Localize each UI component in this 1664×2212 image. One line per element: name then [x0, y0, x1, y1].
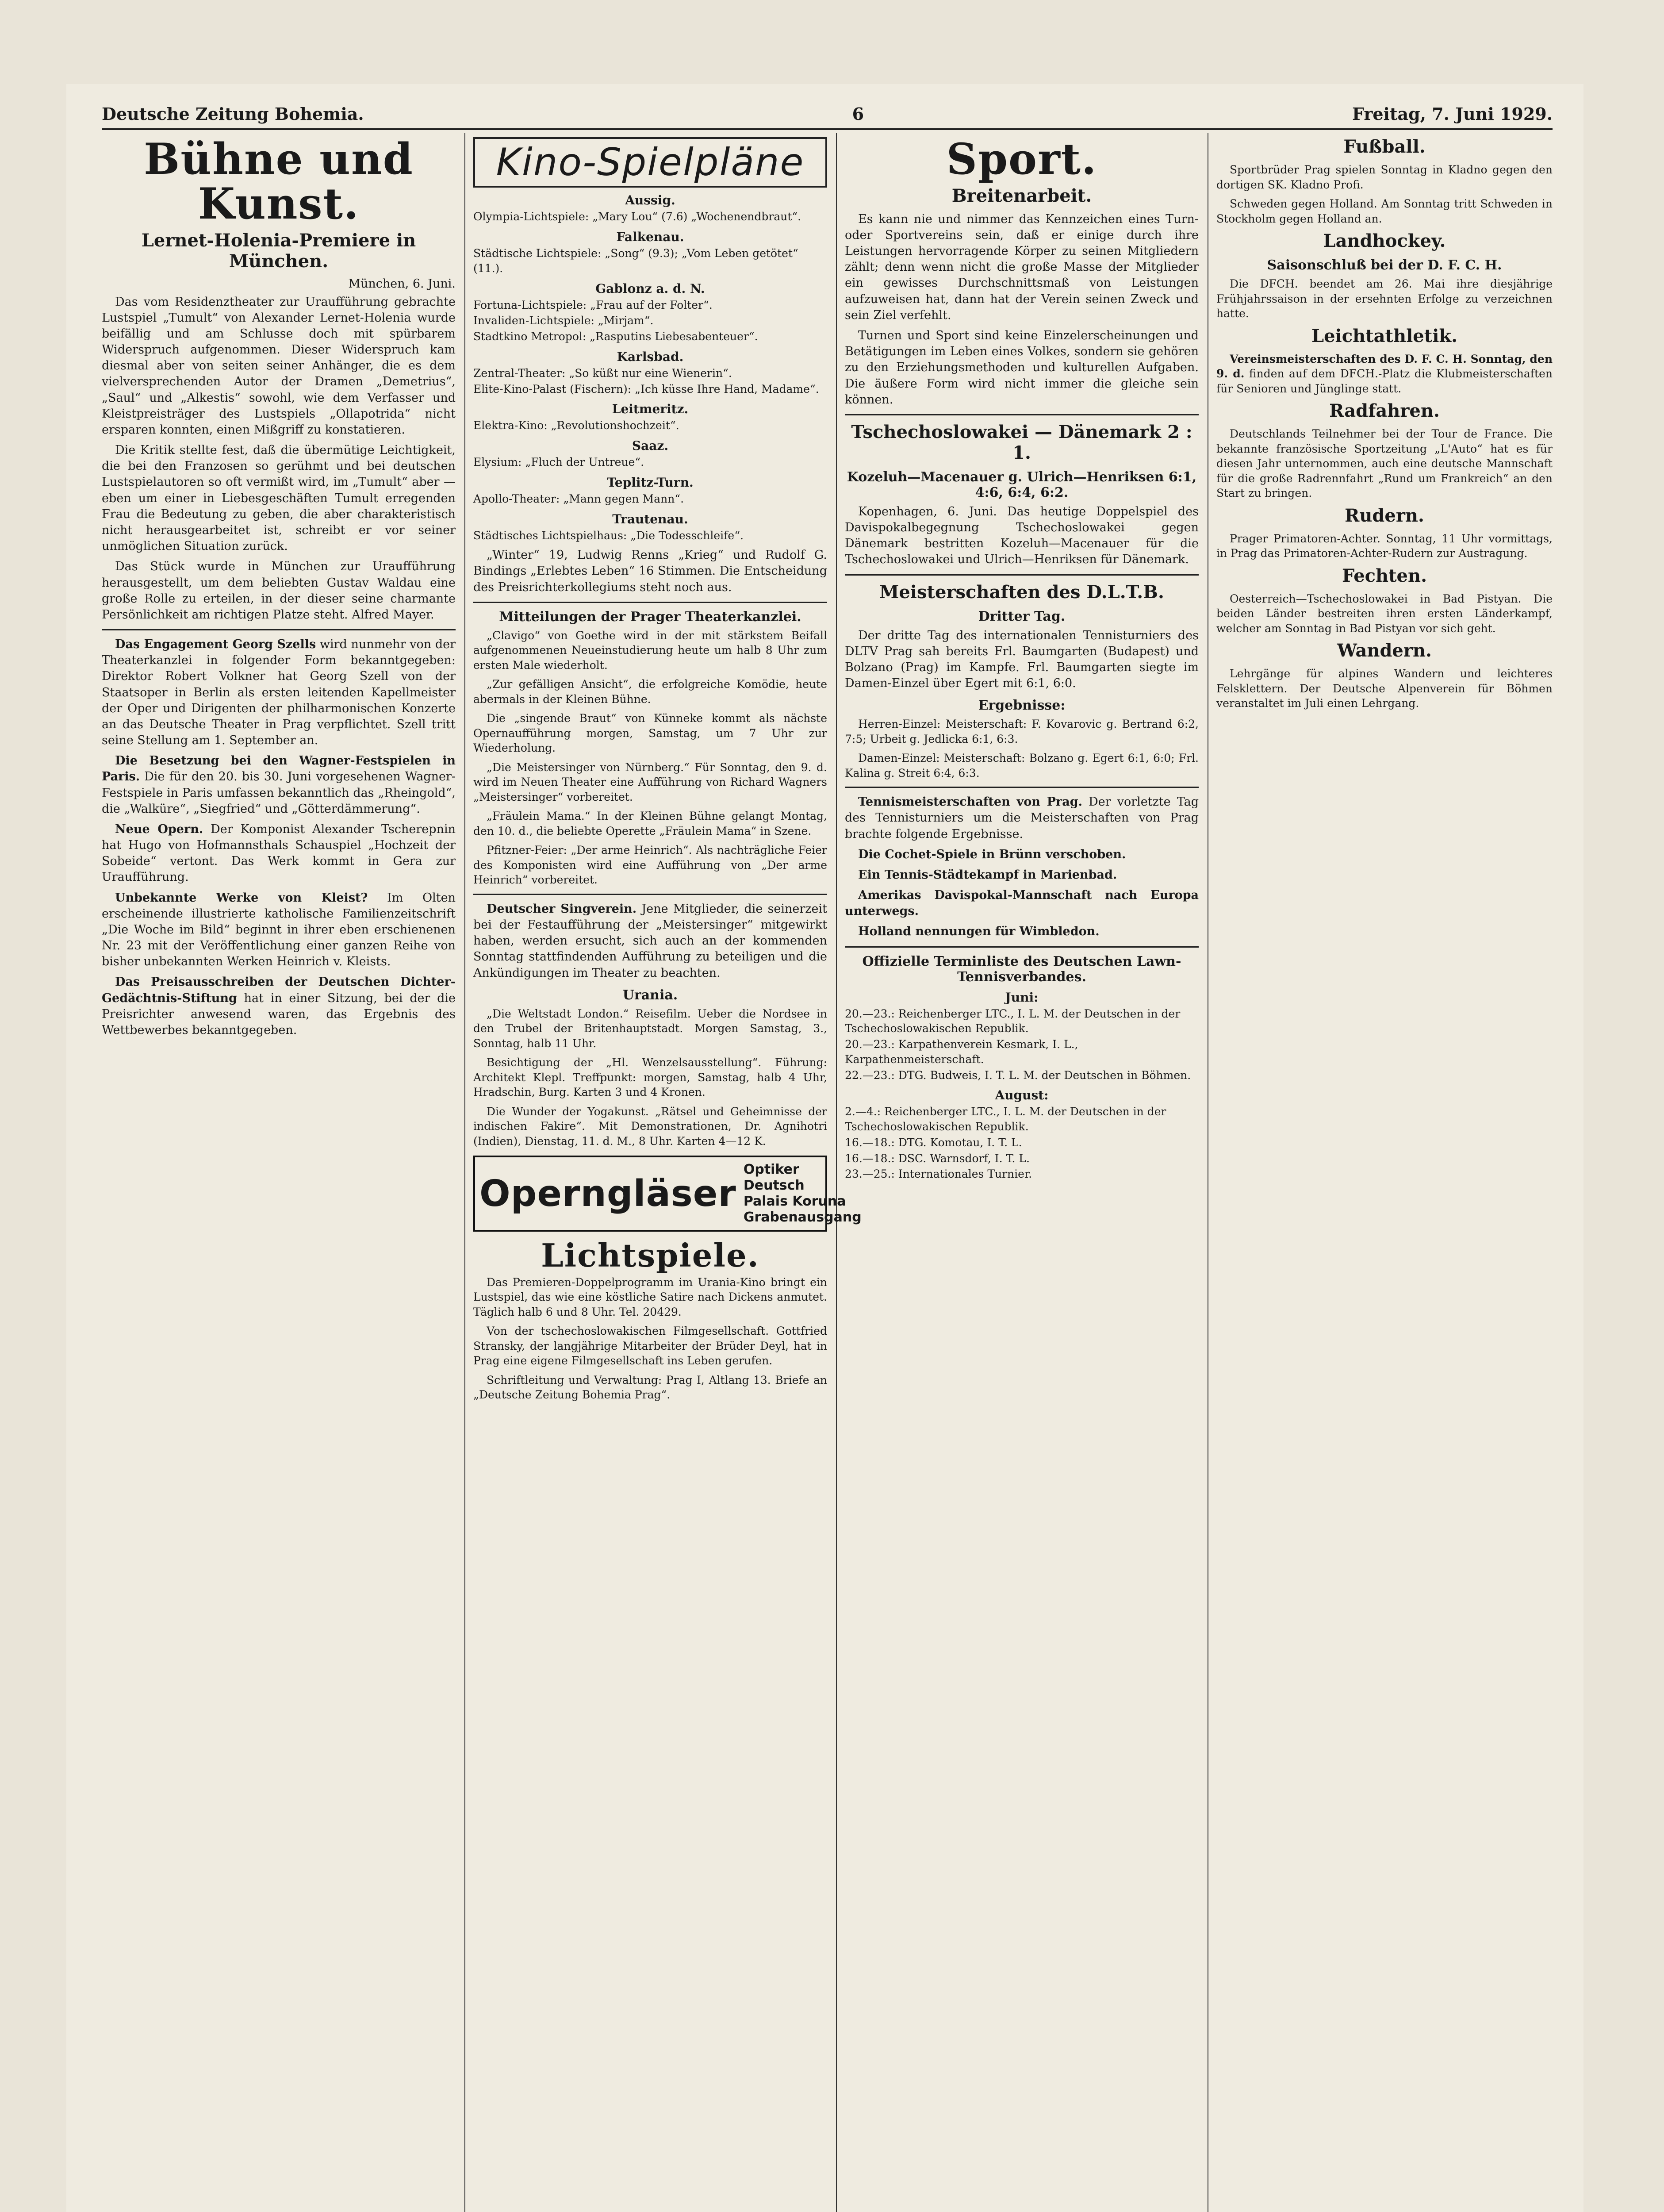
newspaper-page — [66, 84, 1583, 2212]
news-item — [102, 637, 456, 749]
cinema-entry: Invaliden-Lichtspiele: „Mirjam“. — [473, 314, 654, 327]
lichtspiele-paragraph: Das Premieren-Doppelprogramm im Urania-Kino bringt ein Lustspiel, das wie eine köstliche Satire nach Dickens anmutet. Täglich halb 6 und 8 Uhr. Tel. 20429. — [473, 1275, 827, 1318]
item-heading: Tennismeisterschaften von Prag. — [858, 795, 1083, 809]
result-line: Damen-Einzel: Meisterschaft: Bolzano g. Egert 6:1, 6:0; Frl. Kalina g. Streit 6:4, 6:3. — [845, 752, 1199, 780]
dltv-paragraph: Der dritte Tag des internationalen Tennisturniers des DLTV Prag sah bereits Frl. Baumgarten (Budapest) und Bolzano (Prag) im Kampfe. Frl. Baumgarten siegte im Damen-Einzel über Egert mit 6:1, 6:0. — [845, 628, 1199, 691]
cinema-entry: Elektra-Kino: „Revolutionshochzeit“. — [473, 419, 679, 432]
cinema-entry: Stadtkino Metropol: „Rasputins Liebesabenteuer“. — [473, 330, 758, 343]
cinema-entry: Elite-Kino-Palast (Fischern): „Ich küsse Ihre Hand, Madame“. — [473, 382, 819, 396]
news-item — [102, 753, 456, 817]
cinema-town: Saaz. — [632, 438, 669, 453]
results-heading: Ergebnisse: — [978, 698, 1066, 714]
theater-paragraph: Pfitzner-Feier: „Der arme Heinrich“. Als nachträgliche Feier des Komponisten wird eine Aufführung von „Der arme Heinrich“ vorbereitet. — [473, 844, 827, 887]
item-heading: Deutscher Singverein. — [487, 902, 637, 916]
cinema-entry: Elysium: „Fluch der Untreue“. — [473, 456, 644, 469]
theater-paragraph: „Zur gefälligen Ansicht“, die erfolgreiche Komödie, heute abermals in der Kleinen Bühne. — [473, 678, 827, 706]
cinema-listings — [473, 193, 827, 543]
cinema-town: Gablonz a. d. N. — [595, 281, 705, 296]
item-text: Der Komponist Alexander Tscherepnin hat Hugo von Hofmannsthals Schauspiel „Hochzeit der Sobeide“ vertont. Das Werk kommt in Gera zur Uraufführung. — [102, 822, 456, 884]
rudern-heading: Rudern. — [1345, 505, 1424, 526]
item-text: Die für den 20. bis 30. Juni vorgesehenen Wagner-Festspiele in Paris umfassen bekanntlich das „Rheingold“, die „Walküre“, „Siegfried“ und „Götterdämmerung“. — [102, 770, 456, 816]
radfahren-paragraph: Deutschlands Teilnehmer bei der Tour de France. Die bekannte französische Sportzeitung „L'Auto“ hat es für diesen Jahr unternommen, auch eine deutsche Mannschaft für die große Radrennfahrt „Rund um Frankreich“ an den Start zu bringen. — [1216, 427, 1553, 499]
leichtathletik-heading: Leichtathletik. — [1311, 325, 1458, 346]
cinema-town: Karlsbad. — [617, 349, 684, 364]
termin-entry: 16.—18.: DTG. Komotau, I. T. L. — [845, 1136, 1022, 1149]
item-heading: Unbekannte Werke von Kleist? — [115, 891, 368, 905]
landhockey-paragraph: Die DFCH. beendet am 26. Mai ihre diesjährige Frühjahrssaison in der ersehnten Erfolge zu verzeichnen hatte. — [1216, 277, 1553, 320]
tennis-item: Amerikas Davispokal-Mannschaft nach Europa unterwegs. — [845, 888, 1199, 918]
termin-entry: 2.—4.: Reichenberger LTC., I. L. M. der Deutschen in der Tschechoslowakischen Republik. — [845, 1105, 1166, 1133]
fussball-paragraph: Schweden gegen Holland. Am Sonntag tritt Schweden in Stockholm gegen Holland an. — [1216, 197, 1553, 225]
theater-paragraph: „Fräulein Mama.“ In der Kleinen Bühne gelangt Montag, den 10. d., die beliebte Operette „Fräulein Mama“ in Szene. — [473, 810, 827, 837]
radfahren-heading: Radfahren. — [1329, 400, 1440, 421]
termin-month: August: — [995, 1088, 1049, 1103]
cinema-list — [473, 528, 827, 543]
article-paragraph: Turnen und Sport sind keine Einzelerscheinungen und Betätigungen im Leben eines Volkes, sondern sie gehören zu den Erziehungsmethoden und kulturellen Aufgaben. Die äußere Form wird nicht immer die gleiche sein können. — [845, 329, 1199, 407]
termin-entry: 20.—23.: Reichenberger LTC., I. L. M. der Deutschen in der Tschechoslowakischen Republik. — [845, 1007, 1181, 1035]
match-heading: Tschechoslowakei — Dänemark 2 : 1. — [851, 421, 1192, 463]
cinema-entry: Fortuna-Lichtspiele: „Frau auf der Folter“. — [473, 298, 713, 311]
cinema-town: Leitmeritz. — [612, 402, 689, 417]
cinema-entry: Zentral-Theater: „So küßt nur eine Wienerin“. — [473, 366, 732, 380]
urania-heading: Urania. — [622, 987, 678, 1003]
item-text: Der vorletzte Tag des Tennisturniers um die Meisterschaften von Prag brachte folgende Ergebnisse. — [845, 795, 1199, 841]
result-line: Herren-Einzel: Meisterschaft: F. Kovarovic g. Bertrand 6:2, 7:5; Urbeit g. Jedlicka 6:1, 6:3. — [845, 718, 1199, 745]
ad-location: Palais Koruna — [743, 1194, 846, 1210]
section-title: Sport. — [946, 134, 1097, 184]
lichtspiele-paragraph: Schriftleitung und Verwaltung: Prag I, Altlang 13. Briefe an „Deutsche Zeitung Bohemia Prag“. — [473, 1373, 827, 1402]
dltv-subheading: Dritter Tag. — [978, 608, 1066, 624]
termin-entry: 20.—23.: Karpathenverein Kesmark, I. L., Karpathenmeisterschaft. — [845, 1038, 1078, 1066]
news-item — [102, 822, 456, 886]
theater-paragraph: „Clavigo“ von Goethe wird in der mit stärkstem Beifall aufgenommenen Neueinstudierung heute um halb 8 Uhr zum ersten Male wiederholt. — [473, 629, 827, 672]
fussball-paragraph: Sportbrüder Prag spielen Sonntag in Kladno gegen den dortigen SK. Kladno Profi. — [1216, 163, 1553, 191]
item-heading: Das Engagement Georg Szells — [115, 637, 316, 652]
column-rule — [464, 133, 465, 2212]
page-number: 6 — [852, 104, 864, 124]
item-heading: Neue Opern. — [115, 822, 203, 836]
theater-paragraph: „Die Meistersinger von Nürnberg.“ Für Sonntag, den 9. d. wird im Neuen Theater eine Aufführung von Richard Wagners „Meistersinger“ vorbereitet. — [473, 760, 827, 803]
tennis-item — [845, 794, 1199, 842]
article-headline: Lernet-Holenia-Premiere in München. — [141, 230, 416, 272]
divider — [102, 629, 456, 630]
leichtathletik-paragraph — [1216, 352, 1553, 396]
lichtspiele-paragraph: Von der tschechoslowakischen Filmgesellschaft. Gottfried Stransky, der langjährige Mitarbeiter der Brüder Deyl, hat in Prag eine eigene Filmgesellschaft ins Leben gerufen. — [473, 1325, 827, 1367]
column-sport — [845, 133, 1199, 2212]
column-buehne-und-kunst — [102, 133, 456, 2212]
fussball-heading: Fußball. — [1343, 136, 1426, 157]
tennis-item: Ein Tennis-Städtekampf in Marienbad. — [858, 868, 1117, 882]
match-paragraph: Kopenhagen, 6. Juni. Das heutige Doppelspiel des Davispokalbegegnung Tschechoslowakei gegen Dänemark bestritten Kozeluh—Macenauer für die Tschechoslowakei und Ulrich—Henriksen für Dänemark. — [845, 504, 1199, 567]
item-heading: Vereinsmeisterschaften des D. F. C. H. Sonntag, den 9. d. — [1216, 352, 1553, 380]
item-text: finden auf dem DFCH.-Platz die Klubmeisterschaften für Senioren und Jünglinge statt. — [1216, 367, 1553, 395]
lichtspiele-heading: Lichtspiele. — [541, 1237, 759, 1275]
cinema-town: Falkenau. — [616, 230, 684, 245]
column-sport-continued — [1216, 133, 1553, 2212]
termin-list — [845, 1006, 1199, 1083]
rudern-paragraph: Prager Primatoren-Achter. Sonntag, 11 Uhr vormittags, in Prag das Primatoren-Achter-Rudern zur Austragung. — [1216, 532, 1553, 560]
divider — [845, 946, 1199, 948]
article-paragraph: Das Stück wurde in München zur Uraufführung herausgestellt, um dem beliebten Gustav Waldau eine große Rolle zu erteilen, in der dieser seine charmante Persönlichkeit am richtigen Platze steht. Alfred Mayer. — [102, 560, 456, 622]
item-heading: Die Besetzung bei den Wagner-Festspielen in Paris. — [102, 754, 456, 784]
urania-paragraph: Die Wunder der Yogakunst. „Rätsel und Geheimnisse der indischen Fakire“. Mit Demonstrationen, Dr. Agnihotri (Indien), Dienstag, 11. d. M., 8 Uhr. Karten 4—12 K. — [473, 1105, 827, 1148]
item-text: Jene Mitglieder, die seinerzeit bei der Festaufführung der „Meistersinger“ mitgewirkt haben, werden ersucht, sich auch an der kommenden Sonntag stattfindenden Aufführung zu beteiligen und die Ankündigungen im Theater zu beachten. — [473, 902, 828, 980]
page-header — [102, 93, 1553, 130]
section-title: Kino-Spielpläne — [473, 137, 827, 188]
divider — [473, 602, 827, 603]
divider — [845, 414, 1199, 415]
item-heading: Das Preisausschreiben der Deutschen Dichter-Gedächtnis-Stiftung — [102, 975, 456, 1005]
item-text: hat in einer Sitzung, bei der die Preisrichter anwesend waren, das Ergebnis des Wettbewerbes bekanntgegeben. — [102, 991, 456, 1037]
termin-entry: 16.—18.: DSC. Warnsdorf, I. T. L. — [845, 1152, 1030, 1165]
prize-note: „Winter“ 19, Ludwig Renns „Krieg“ und Rudolf G. Bindings „Erlebtes Leben“ 16 Stimmen. Die Entscheidung des Preisrichterkollegiums steht noch aus. — [473, 548, 827, 594]
cinema-list — [473, 209, 827, 224]
article-paragraph: Die Kritik stellte fest, daß die übermütige Leichtigkeit, die bei den Franzosen so gerühmt und bei deutschen Lustspielautoren so oft vermißt wird, im „Tumult“ aber — eben um einer in Liebesgeschäften Tumult erregenden Frau die Bedeutung zu geben, die aber charakteristisch nicht herausgearbeitet ist, schreibt er vor seiner unmöglichen Situation zurück. — [102, 443, 456, 553]
fechten-heading: Fechten. — [1342, 565, 1427, 586]
landhockey-subheading: Saisonschluß bei der D. F. C. H. — [1267, 257, 1502, 273]
cinema-list — [473, 418, 827, 433]
paper-name: Deutsche Zeitung Bohemia. — [102, 104, 364, 124]
cinema-list — [473, 455, 827, 470]
opera-glasses-ad — [473, 1156, 862, 1232]
tennis-item: Holland nennungen für Wimbledon. — [858, 925, 1100, 939]
news-item — [102, 890, 456, 970]
section-title: Bühne und Kunst. — [144, 134, 414, 229]
fechten-paragraph: Oesterreich—Tschechoslowakei in Bad Pistyan. Die beiden Länder bestreiten ihren ersten Länderkampf, welcher am Sonntag in Bad Pistyan vor sich geht. — [1216, 592, 1553, 635]
dltv-heading: Meisterschaften des D.L.T.B. — [879, 581, 1164, 603]
cinema-entry: Städtische Lichtspiele: „Song“ (9.3); „Vom Leben getötet“ (11.). — [473, 247, 798, 275]
urania-paragraph: Besichtigung der „Hl. Wenzelsausstellung“. Führung: Architekt Klepl. Treffpunkt: morgen, Samstag, halb 4 Uhr, Hradschin, Burg. Karten 3 und 4 Kronen. — [473, 1056, 827, 1099]
wandern-paragraph: Lehrgänge für alpines Wandern und leichteres Felsklettern. Der Deutsche Alpenverein für Böhmen veranstaltet im Juli einen Lehrgang. — [1216, 667, 1553, 710]
column-kino — [473, 133, 862, 2212]
dateline: München, 6. Juni. — [348, 276, 456, 291]
cinema-list — [473, 366, 827, 397]
cinema-list — [473, 298, 827, 344]
urania-paragraph: „Die Weltstadt London.“ Reisefilm. Ueber die Nordsee in den Trubel der Britenhauptstadt. Morgen Samstag, 3., Sonntag, halb 11 Uhr. — [473, 1007, 827, 1050]
article-headline: Breitenarbeit. — [951, 185, 1092, 206]
article-paragraph: Das vom Residenztheater zur Uraufführung gebrachte Lustspiel „Tumult“ von Alexander Lernet-Holenia wurde beifällig und am Schlusse doch mit spürbarem Widerspruch aufgenommen. Dieser Widerspruch kam diesmal aber von seiten seiner Anhänger, die es dem vielversprechenden Autor der Dramen „Demetrius“, „Saul“ und „Alkestis“ sowohl, wie dem Verfasser und Kleistpreisträger des Lustspiels „Ollapotrida“ nicht ersparen konnten, einen Mißgriff zu konstatieren. — [102, 295, 456, 437]
divider — [473, 894, 827, 895]
tennis-item: Die Cochet-Spiele in Brünn verschoben. — [858, 847, 1126, 861]
termin-heading: Offizielle Terminliste des Deutschen Lawn-Tennisverbandes. — [862, 953, 1181, 985]
item-text: Im Olten erscheinende illustrierte katholische Familienzeitschrift „Die Woche im Bild“ beginnt in ihrer eben erschienenen Nr. 23 mit der Veröffentlichung einer ganzen Reihe von bisher unbekannten Werken Heinrich v. Kleists. — [102, 891, 456, 969]
match-subheading: Kozeluh—Macenauer g. Ulrich—Henriksen 6:1, 4:6, 6:4, 6:2. — [847, 469, 1197, 500]
termin-entry: 23.—25.: Internationales Turnier. — [845, 1167, 1032, 1181]
news-item — [102, 974, 456, 1038]
divider — [845, 574, 1199, 576]
termin-entry: 22.—23.: DTG. Budweis, I. T. L. M. der Deutschen in Böhmen. — [845, 1068, 1191, 1082]
cinema-entry: Apollo-Theater: „Mann gegen Mann“. — [473, 492, 684, 505]
ad-headline: Operngläser — [479, 1172, 736, 1215]
singverein-item — [473, 901, 827, 981]
cinema-entry: Olympia-Lichtspiele: „Mary Lou“ (7.6) „Wochenendbraut“. — [473, 210, 801, 223]
ad-company: Optiker Deutsch — [743, 1162, 805, 1194]
cinema-town: Trautenau. — [612, 511, 688, 526]
article-paragraph: Es kann nie und nimmer das Kennzeichen eines Turn- oder Sportvereins sein, daß er einige durch ihre Leistungen hervorragende Körper zu seinen Mitgliedern zählt; denn wenn nicht die große Masse der Mitglieder ein gewisses Durchschnittsmaß von Leistungen aufzuweisen hat, dann hat der Verein seinen Zweck und sein Ziel verfehlt. — [845, 212, 1199, 322]
theater-heading: Mitteilungen der Prager Theaterkanzlei. — [499, 609, 801, 625]
cinema-town: Teplitz-Turn. — [607, 475, 694, 490]
ad-location-detail: Grabenausgang — [743, 1210, 862, 1225]
cinema-list — [473, 246, 827, 276]
divider — [845, 787, 1199, 788]
landhockey-heading: Landhockey. — [1323, 230, 1446, 251]
wandern-heading: Wandern. — [1337, 640, 1432, 661]
issue-date: Freitag, 7. Juni 1929. — [1352, 104, 1553, 124]
cinema-entry: Städtisches Lichtspielhaus: „Die Todesschleife“. — [473, 529, 744, 542]
cinema-list — [473, 492, 827, 507]
termin-list — [845, 1104, 1199, 1182]
ad-sidebar — [744, 1162, 862, 1225]
item-text: wird nunmehr von der Theaterkanzlei in folgender Form bekanntgegeben: Direktor Robert Volkner hat Georg Szell von der Staatsoper in Berlin als ersten leitenden Kapellmeister der Oper und Dirigenten der philharmonischen Konzerte an das Deutsche Theater in Prag verpflichtet. Szell tritt seine Stellung am 1. September an. — [102, 637, 456, 748]
cinema-town: Aussig. — [625, 193, 675, 208]
theater-paragraph: Die „singende Braut“ von Künneke kommt als nächste Opernaufführung morgen, Samstag, um 7 Uhr zur Wiederholung. — [473, 712, 827, 755]
termin-month: Juni: — [1005, 990, 1039, 1005]
